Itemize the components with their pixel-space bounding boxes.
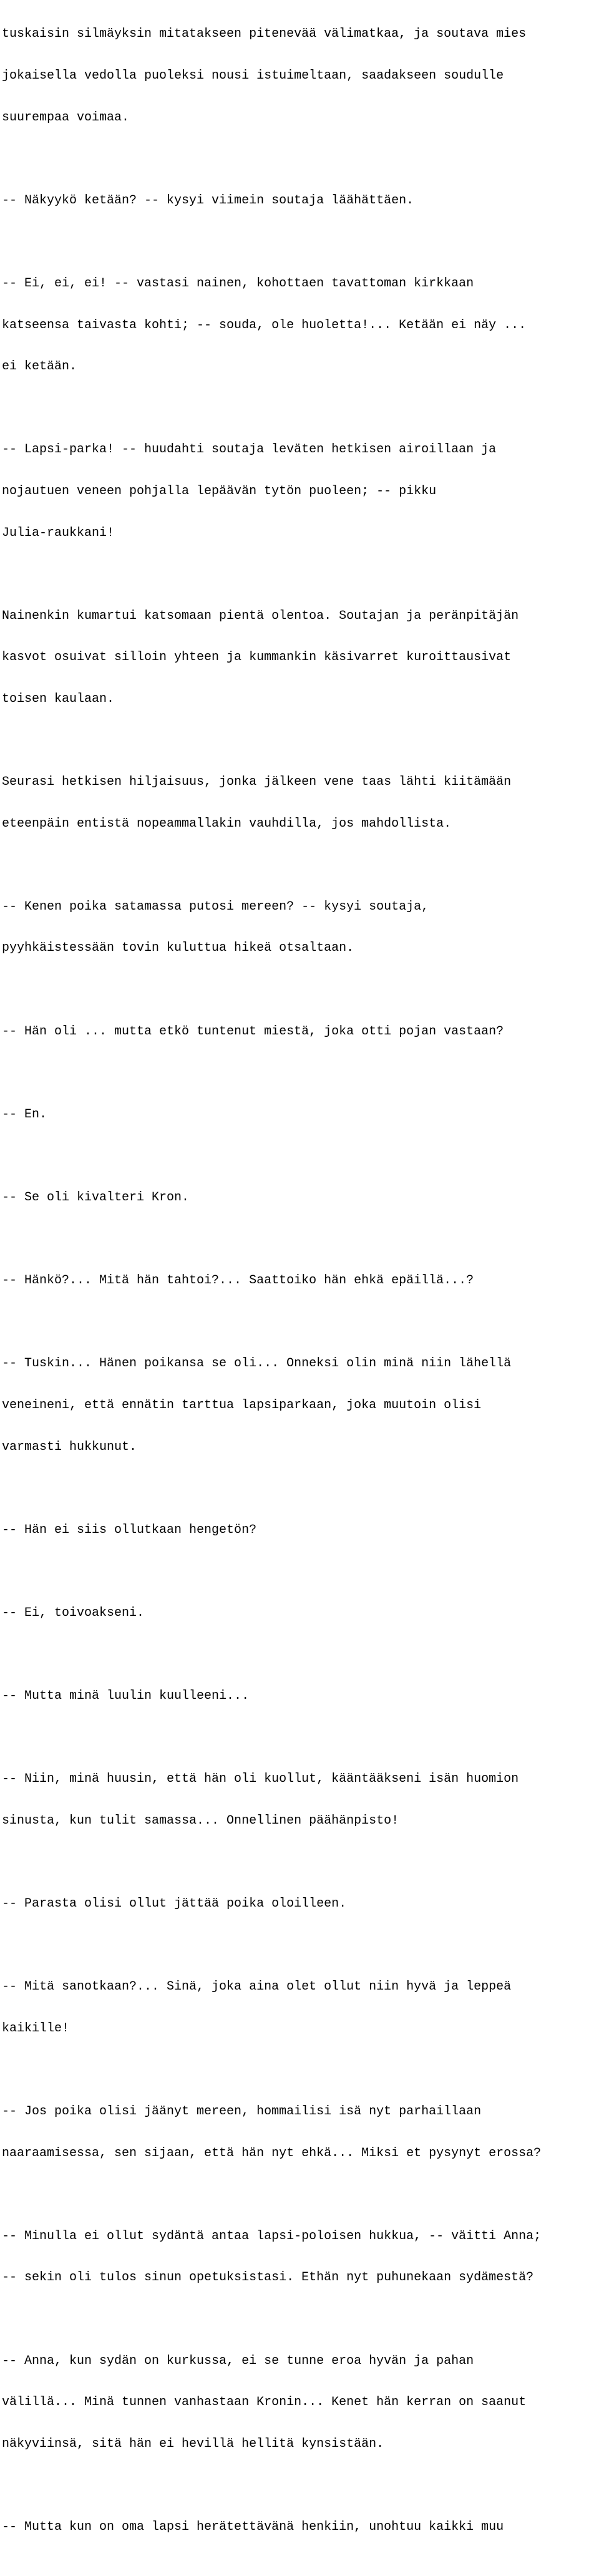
text-line: -- Mutta minä luulin kuulleeni... xyxy=(2,1689,250,1704)
text-line: -- sekin oli tulos sinun opetuksistasi. Ethän nyt puhunekaan sydämestä? xyxy=(2,2270,534,2285)
paragraph xyxy=(2,1953,599,2064)
text-line: pyyhkäistessään tovin kuluttua hikeä otsaltaan. xyxy=(2,941,354,956)
paragraph xyxy=(2,1662,599,1731)
text-line: kaikille! xyxy=(2,2021,70,2036)
text-line: Seurasi hetkisen hiljaisuus, jonka jälkeen vene taas lähti kiitämään xyxy=(2,775,512,790)
paragraph xyxy=(2,2493,599,2562)
text-line: -- Minulla ei ollut sydäntä antaa lapsi-poloisen hukkua, -- väitti Anna; xyxy=(2,2228,542,2243)
text-line: -- Hän oli ... mutta etkö tuntenut miestä, joka otti pojan vastaan? xyxy=(2,1024,504,1039)
text-line: suurempaa voimaa. xyxy=(2,110,130,125)
paragraph xyxy=(2,1164,599,1233)
text-line: -- En. xyxy=(2,1107,47,1122)
paragraph xyxy=(2,1870,599,1939)
paragraph xyxy=(2,997,599,1066)
paragraph xyxy=(2,1247,599,1316)
text-line: -- Hänkö?... Mitä hän tahtoi?... Saattoiko hän ehkä epäillä...? xyxy=(2,1273,474,1288)
text-line: välillä... Minä tunnen vanhastaan Kronin... Kenet hän kerran on saanut xyxy=(2,2395,527,2410)
paragraph xyxy=(2,2078,599,2189)
text-line: katseensa taivasta kohti; -- souda, ole huoletta!... Ketään ei näy ... xyxy=(2,318,527,333)
paragraph xyxy=(2,1495,599,1565)
text-line: näkyviinsä, sitä hän ei hevillä hellitä kynsistään. xyxy=(2,2436,384,2451)
text-line: -- Lapsi-parka! -- huudahti soutaja leväten hetkisen airoillaan ja xyxy=(2,442,497,457)
text-line: -- Mutta kun on oma lapsi herätettävänä henkiin, unohtuu kaikki muu xyxy=(2,2520,504,2535)
paragraph xyxy=(2,1745,599,1856)
paragraph xyxy=(2,2202,599,2313)
text-line: -- Anna, kun sydän on kurkussa, ei se tunne eroa hyvän ja pahan xyxy=(2,2353,474,2368)
text-line: eteenpäin entistä nopeammallakin vauhdilla, jos mahdollista. xyxy=(2,816,452,831)
text-line: jokaisella vedolla puoleksi nousi istuimeltaan, saadakseen soudulle xyxy=(2,69,504,83)
paragraph xyxy=(2,0,599,152)
text-line: -- Ei, toivoakseni. xyxy=(2,1605,145,1620)
text-line: kasvot osuivat silloin yhteen ja kummankin käsivarret kuroittausivat xyxy=(2,650,512,665)
document-body xyxy=(2,0,599,2576)
paragraph xyxy=(2,166,599,235)
text-line: -- Hän ei siis ollutkaan hengetön? xyxy=(2,1522,257,1537)
text-line: ei ketään. xyxy=(2,359,77,374)
paragraph xyxy=(2,250,599,402)
text-line: -- Se oli kivalteri Kron. xyxy=(2,1190,190,1205)
text-line: Julia-raukkani! xyxy=(2,525,115,540)
text-line: -- Kenen poika satamassa putosi mereen? -- kysyi soutaja, xyxy=(2,899,429,914)
text-line: -- Niin, minä huusin, että hän oli kuollut, kääntääkseni isän huomion xyxy=(2,1772,519,1787)
text-line: -- Jos poika olisi jäänyt mereen, hommailisi isä nyt parhaillaan xyxy=(2,2104,482,2119)
paragraph xyxy=(2,748,599,859)
paragraph xyxy=(2,581,599,734)
text-line: tuskaisin silmäyksin mitatakseen pitenevää välimatkaa, ja soutava mies xyxy=(2,27,527,42)
text-line: -- Näkyykö ketään? -- kysyi viimein soutaja läähättäen. xyxy=(2,193,414,208)
text-line: sinusta, kun tulit samassa... Onnellinen päähänpisto! xyxy=(2,1813,399,1828)
text-line: -- Mitä sanotkaan?... Sinä, joka aina olet ollut niin hyvä ja leppeä xyxy=(2,1980,512,1995)
paragraph xyxy=(2,416,599,568)
text-line: Nainenkin kumartui katsomaan pientä olentoa. Soutajan ja peränpitäjän xyxy=(2,608,519,623)
paragraph xyxy=(2,1329,599,1482)
text-line: naaraamisessa, sen sijaan, että hän nyt ehkä... Miksi et pysynyt erossa? xyxy=(2,2146,542,2160)
paragraph xyxy=(2,1080,599,1149)
text-line: -- Parasta olisi ollut jättää poika oloilleen. xyxy=(2,1897,347,1912)
paragraph xyxy=(2,872,599,983)
text-line: veneineni, että ennätin tarttua lapsiparkaan, joka muutoin olisi xyxy=(2,1398,482,1412)
text-line: varmasti hukkunut. xyxy=(2,1439,137,1454)
paragraph xyxy=(2,2326,599,2479)
text-line: -- Tuskin... Hänen poikansa se oli... Onneksi olin minä niin lähellä xyxy=(2,1356,512,1371)
text-line: nojautuen veneen pohjalla lepäävän tytön puoleen; -- pikku xyxy=(2,484,437,498)
text-line: toisen kaulaan. xyxy=(2,691,115,706)
text-line: -- Ei, ei, ei! -- vastasi nainen, kohottaen tavattoman kirkkaan xyxy=(2,276,474,291)
paragraph xyxy=(2,1579,599,1648)
